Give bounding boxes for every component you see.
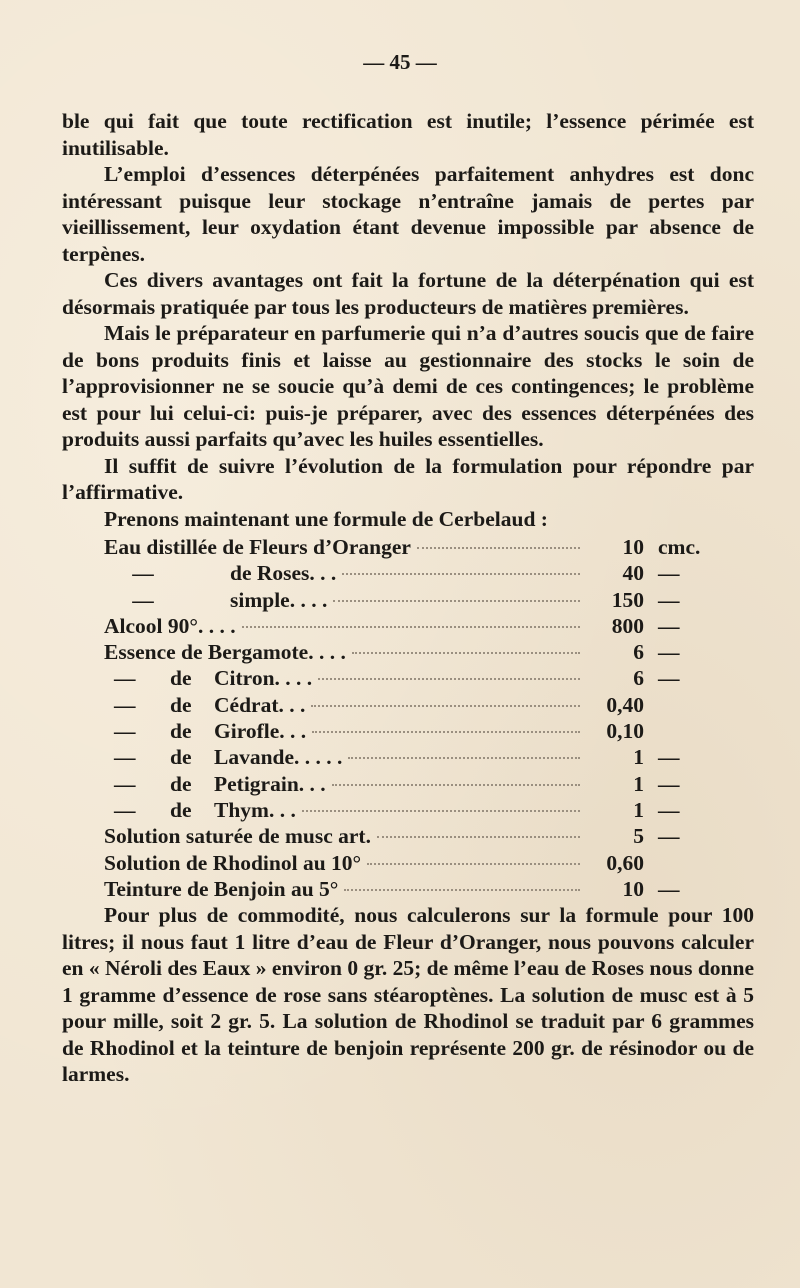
ingredient-unit: cmc. [658, 535, 701, 559]
formula-row [62, 534, 754, 560]
formula-row [62, 665, 754, 691]
ingredient-quantity: 6 [633, 640, 644, 665]
formula-row [62, 692, 754, 718]
ingredient-name: Girofle. . . [214, 719, 307, 744]
paragraph: Ces divers avantages ont fait la fortune de la déterpénation qui est désormais pratiquée par tous les producteurs de matières premières. [62, 268, 754, 319]
ingredient-name: Petigrain. . . [214, 771, 326, 796]
ingredient-name: Alcool 90°. . . . [104, 613, 236, 638]
paragraph: Pour plus de commodité, nous calculerons sur la formule pour 100 litres; il nous faut 1 litre d’eau de Fleur d’Oranger, nous pouvons calculer en « Néroli des Eaux » environ 0 gr. 25; de même l’eau de Roses nous donne 1 gramme d’essence de rose sans stéaroptènes. La solution de musc est à 5 pour mille, soit 2 gr. 5. La solution de Rhodinol se traduit par 6 grammes de Rhodinol et la teinture de benjoin représente 200 gr. de résinodor ou de larmes. [62, 903, 754, 1087]
ingredient-prefix: de [170, 797, 192, 822]
ingredient-prefix: de [170, 692, 192, 717]
ditto-dash: — [132, 587, 154, 612]
ingredient-prefix: de [170, 745, 192, 770]
ditto-dash: — [114, 692, 136, 717]
ingredient-unit: — [658, 613, 680, 638]
ingredient-quantity: 6 [633, 666, 644, 691]
paragraph: L’emploi d’essences déterpénées parfaitement anhydres est donc intéressant puisque leur stockage n’entraîne jamais de pertes par vieillissement, leur oxydation étant devenue impossible par absence de terpènes. [62, 162, 754, 266]
ingredient-quantity: 150 [611, 587, 644, 612]
ditto-dash: — [114, 771, 136, 796]
formula-row [62, 771, 754, 797]
paragraph: Il suffit de suivre l’évolution de la formulation pour répondre par l’affirmative. [62, 453, 754, 504]
ingredient-quantity: 0,10 [606, 719, 644, 744]
formula-row [62, 797, 754, 823]
ingredient-unit: — [658, 587, 680, 612]
formula-row [62, 587, 754, 613]
ingredient-quantity: 0,40 [606, 692, 644, 717]
ingredient-unit: — [658, 561, 680, 586]
ditto-dash: — [114, 666, 136, 691]
ingredient-quantity: 10 [622, 535, 644, 559]
ingredient-quantity: 5 [633, 824, 644, 849]
ingredient-unit: — [658, 745, 680, 770]
ingredient-name: Eau distillée de Fleurs d’Oranger [104, 535, 411, 559]
ingredient-unit: — [658, 666, 680, 691]
ingredient-name: de Roses. . . [230, 561, 337, 586]
ingredient-unit: — [658, 824, 680, 849]
ditto-dash: — [114, 797, 136, 822]
paragraph: Mais le préparateur en parfumerie qui n’a d’autres soucis que de faire de bons produits finis et laisse au gestionnaire des stocks le soin de l’approvisionner ne se soucie qu’à demi de ces contingences; le problème est pour lui celui-ci: puis-je préparer, avec des essences déterpénées des produits aussi parfaits qu’avec les huiles essentielles. [62, 321, 754, 451]
ingredient-name: Cédrat. . . [214, 692, 306, 717]
ditto-dash: — [114, 745, 136, 770]
formula-row [62, 823, 754, 849]
ingredient-unit: — [658, 771, 680, 796]
formula-row [62, 718, 754, 744]
ingredient-name: simple. . . . [230, 587, 328, 612]
formula-row [62, 744, 754, 770]
ingredient-name: Citron. . . . [214, 666, 313, 691]
ingredient-prefix: de [170, 771, 192, 796]
ingredient-unit: — [658, 797, 680, 822]
ingredient-quantity: 40 [622, 561, 644, 586]
ingredient-quantity: 10 [622, 876, 644, 901]
ditto-dash: — [114, 719, 136, 744]
ingredient-unit: — [658, 640, 680, 665]
ingredient-name: Solution saturée de musc art. [104, 824, 371, 849]
ingredient-quantity: 0,60 [606, 850, 644, 875]
formula-row [62, 613, 754, 639]
formula-table [62, 534, 754, 902]
page-number: — 45 — [363, 50, 437, 74]
formula-row [62, 560, 754, 586]
formula-row [62, 639, 754, 665]
ingredient-unit: — [658, 876, 680, 901]
paragraph: Prenons maintenant une formule de Cerbelaud : [104, 506, 548, 531]
ingredient-name: Essence de Bergamote. . . . [104, 640, 346, 665]
ingredient-prefix: de [170, 719, 192, 744]
ingredient-name: Teinture de Benjoin au 5° [104, 876, 339, 901]
ingredient-name: Thym. . . [214, 797, 296, 822]
ingredient-quantity: 1 [633, 771, 644, 796]
paragraph: ble qui fait que toute rectification est inutile; l’essence périmée est inutilisable. [62, 109, 754, 160]
ingredient-prefix: de [170, 666, 192, 691]
formula-row [62, 876, 754, 902]
formula-row [62, 850, 754, 876]
ingredient-name: Solution de Rhodinol au 10° [104, 850, 362, 875]
ingredient-quantity: 1 [633, 745, 644, 770]
ingredient-name: Lavande. . . . . [214, 745, 343, 770]
ditto-dash: — [132, 561, 154, 586]
ingredient-quantity: 800 [611, 613, 644, 638]
body-text [62, 108, 754, 1088]
ingredient-quantity: 1 [633, 797, 644, 822]
